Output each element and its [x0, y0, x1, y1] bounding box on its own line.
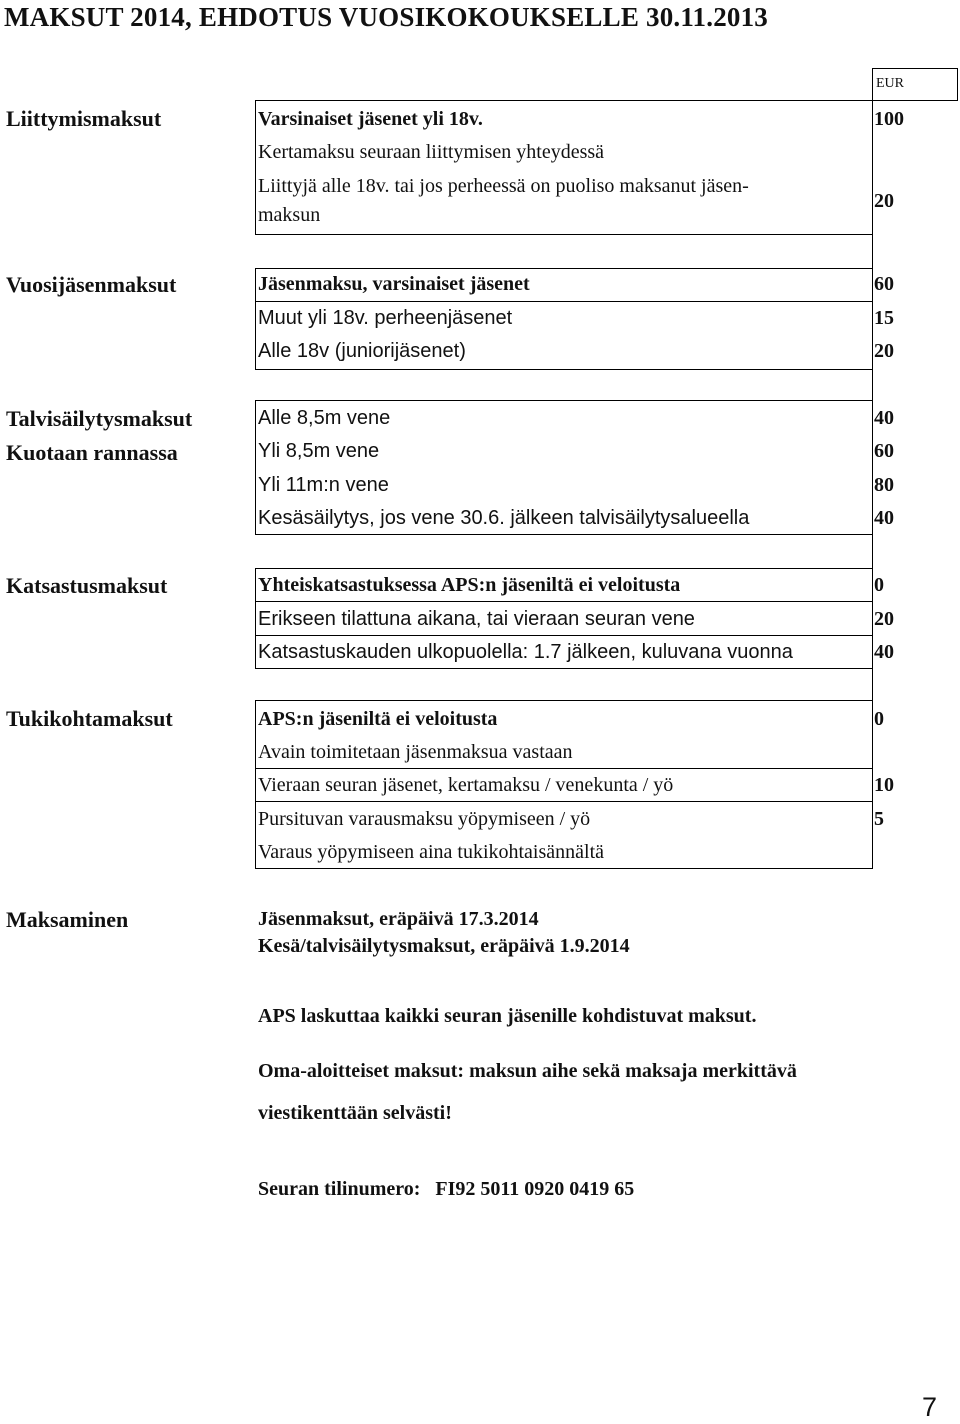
section-rule — [255, 668, 873, 669]
value-column-left-rule — [872, 68, 873, 868]
row-rule — [255, 768, 873, 769]
due-date-line: Jäsenmaksut, eräpäivä 17.3.2014 — [258, 908, 539, 930]
payment-reference-note: Oma-aloitteiset maksut: maksun aihe sekä maksaja merkittävä viestikenttään selvästi! — [258, 1060, 797, 1124]
due-date-line: Kesä/talvisäilytysmaksut, eräpäivä 1.9.2014 — [258, 935, 630, 957]
row-label: Pursituvan varausmaksu yöpymiseen / yö — [258, 808, 591, 830]
row-value: 100 — [874, 108, 904, 130]
row-label: Yli 8,5m vene — [258, 440, 380, 462]
section-label-talvi: Talvisäilytysmaksut — [6, 406, 193, 431]
row-label: Alle 8,5m vene — [258, 407, 391, 429]
row-label: Liittyjä alle 18v. tai jos perheessä on puoliso maksanut jäsen- — [258, 175, 749, 197]
section-label-liittymis: Liittymismaksut — [6, 106, 162, 131]
row-label: Katsastuskauden ulkopuolella: 1.7 jälkeen, kuluvana vuonna — [258, 641, 793, 663]
section-label-maksaminen: Maksaminen — [6, 907, 129, 932]
section-rule — [255, 568, 873, 569]
row-value: 40 — [874, 407, 894, 429]
section-label-tukikohta: Tukikohtamaksut — [6, 706, 173, 731]
page-title: MAKSUT 2014, EHDOTUS VUOSIKOKOUKSELLE 30.11.2013 — [4, 2, 769, 32]
account-number: Seuran tilinumero: FI92 5011 0920 0419 65 — [258, 1178, 635, 1200]
currency-header: EUR — [876, 76, 904, 91]
section-rule — [255, 868, 873, 869]
row-value: 60 — [874, 273, 894, 295]
row-label: Yhteiskatsastuksessa APS:n jäseniltä ei veloitusta — [258, 574, 681, 596]
row-value: 0 — [874, 708, 884, 730]
section-rule — [255, 400, 873, 401]
section-rule — [255, 369, 873, 370]
row-label: Muut yli 18v. perheenjäsenet — [258, 307, 513, 329]
table-left-rule — [255, 568, 256, 668]
page-number: 7 — [922, 1392, 938, 1422]
row-label: Varaus yöpymiseen aina tukikohtaisännältä — [258, 841, 605, 863]
row-label: Avain toimitetaan jäsenmaksua vastaan — [258, 741, 573, 763]
table-left-rule — [255, 268, 256, 370]
row-value: 5 — [874, 808, 884, 830]
eur-header-top-rule — [872, 68, 958, 69]
row-value: 40 — [874, 641, 894, 663]
row-label: Varsinaiset jäsenet yli 18v. — [258, 108, 483, 130]
section-rule — [255, 234, 873, 235]
eur-header-bottom-rule — [255, 100, 958, 101]
section-label-vuosi: Vuosijäsenmaksut — [6, 272, 177, 297]
row-rule — [255, 301, 873, 302]
row-label: Jäsenmaksu, varsinaiset jäsenet — [258, 273, 530, 295]
value-column-right-rule — [957, 68, 958, 100]
table-left-rule — [255, 400, 256, 534]
row-rule — [255, 601, 873, 602]
row-label: Erikseen tilattuna aikana, tai vieraan seuran vene — [258, 608, 695, 630]
row-value: 20 — [874, 608, 894, 630]
section-label-katsastus: Katsastusmaksut — [6, 573, 168, 598]
row-value: 80 — [874, 474, 894, 496]
row-value: 0 — [874, 574, 884, 596]
row-value: 40 — [874, 507, 894, 529]
row-rule — [255, 801, 873, 802]
row-label: Kertamaksu seuraan liittymisen yhteydessä — [258, 141, 605, 163]
row-label: APS:n jäseniltä ei veloitusta — [258, 708, 498, 730]
row-value: 20 — [874, 190, 894, 212]
row-label: Vieraan seuran jäsenet, kertamaksu / venekunta / yö — [258, 774, 674, 796]
table-left-rule — [255, 700, 256, 868]
row-label: Alle 18v (juniorijäsenet) — [258, 340, 466, 362]
row-value: 15 — [874, 307, 894, 329]
section-rule — [255, 534, 873, 535]
row-value: 10 — [874, 774, 894, 796]
section-sublabel-talvi: Kuotaan rannassa — [6, 440, 178, 465]
row-label: maksun — [258, 204, 321, 226]
row-rule — [255, 635, 873, 636]
section-rule — [255, 268, 873, 269]
row-value: 20 — [874, 340, 894, 362]
section-rule — [255, 700, 873, 701]
billing-note: APS laskuttaa kaikki seuran jäsenille kohdistuvat maksut. — [258, 1005, 757, 1027]
row-label: Yli 11m:n vene — [258, 474, 389, 496]
table-left-rule — [255, 100, 256, 235]
row-value: 60 — [874, 440, 894, 462]
row-label: Kesäsäilytys, jos vene 30.6. jälkeen talvisäilytysalueella — [258, 507, 750, 529]
